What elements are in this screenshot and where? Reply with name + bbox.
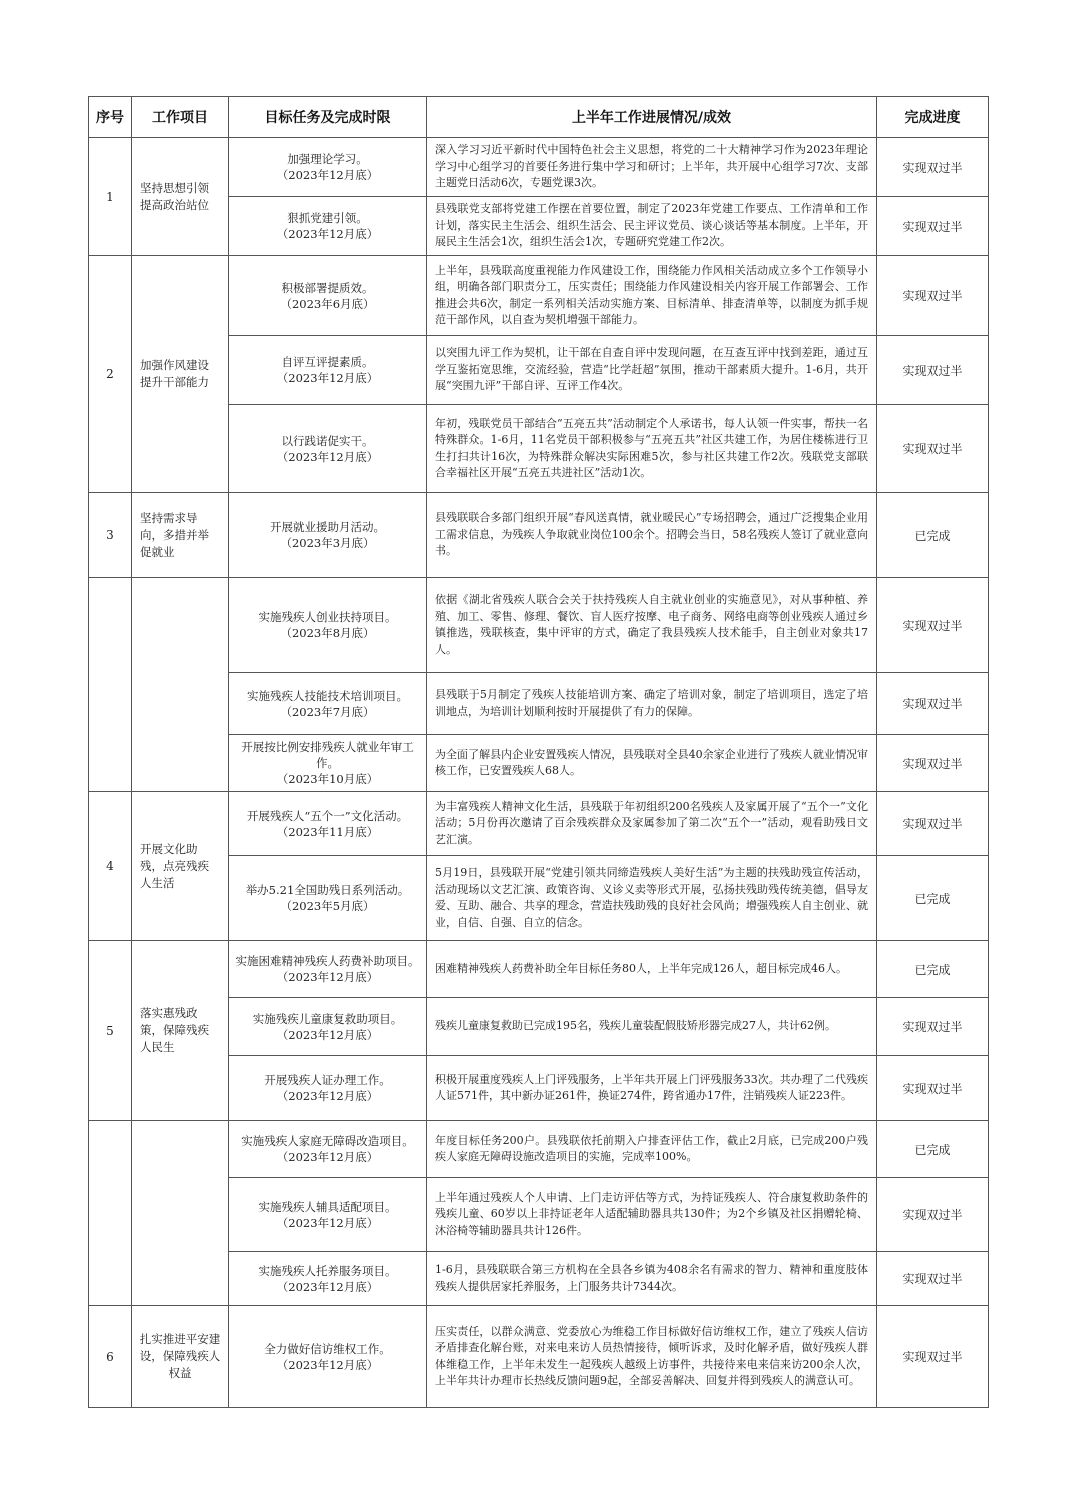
table-row: [89, 138, 989, 197]
target-cell: [229, 941, 427, 998]
target-cell: [229, 1121, 427, 1178]
progress-cell: 年度目标任务200户。县残联依托前期入户排查评估工作，截止2月底，已完成200户残疾人家庭无障碍设施改造项目的实施，完成率100%。: [427, 1121, 877, 1178]
table-row: [89, 493, 989, 578]
deadline-text: （2023年12月底）: [276, 1027, 379, 1042]
status-cell: 实现双过半: [877, 256, 989, 336]
target-text: 实施残疾人技能技术培训项目。: [247, 688, 408, 703]
target-cell: [229, 792, 427, 856]
target-cell: [229, 735, 427, 792]
deadline-text: （2023年12月底）: [276, 970, 379, 984]
progress-cell: 县残联于5月制定了残疾人技能培训方案、确定了培训对象，制定了培训项目，选定了培训地点，为培训计划顺利按时开展提供了有力的保障。: [427, 673, 877, 735]
target-cell: [229, 578, 427, 673]
progress-cell: 积极开展重度残疾人上门评残服务，上半年共开展上门评残服务33次。共办理了二代残疾人证571件，其中新办证261件，换证274件，跨省通办17件，注销残疾人证223件。: [427, 1056, 877, 1121]
item-cell: 坚持思想引领提高政治站位: [132, 138, 229, 256]
seq-cell: 5: [89, 941, 132, 1121]
deadline-text: （2023年12月底）: [276, 371, 379, 385]
item-cell: [132, 578, 229, 792]
deadline-text: （2023年5月底）: [280, 899, 375, 913]
status-cell: 已完成: [877, 856, 989, 941]
target-text: 开展按比例安排残疾人就业年审工作。: [241, 740, 414, 770]
item-cell: 落实惠残政策，保障残疾人民生: [132, 941, 229, 1121]
progress-cell: 以突围九评工作为契机，让干部在自查自评中发现问题，在互查互评中找到差距，通过互学互鉴拓宽思维，交流经验，营造“比学赶超”氛围，推动干部素质大提升。1-6月，共开展“突围九评”干部自评、互评工作4次。: [427, 336, 877, 405]
progress-cell: 县残联党支部将党建工作摆在首要位置，制定了2023年党建工作要点、工作清单和工作计划，落实民主生活会、组织生活会、民主评议党员、谈心谈话等基本制度。上半年，开展民主生活会1次，组织生活会1次，专题研究党建工作2次。: [427, 197, 877, 256]
status-cell: 已完成: [877, 941, 989, 998]
seq-cell: 2: [89, 256, 132, 493]
target-text: 举办5.21全国助残日系列活动。: [245, 883, 410, 897]
header-row: [89, 97, 989, 138]
table-row: [89, 941, 989, 998]
target-cell: [229, 336, 427, 405]
target-cell: [229, 138, 427, 197]
target-cell: [229, 1306, 427, 1408]
table-row: [89, 578, 989, 673]
target-cell: [229, 1178, 427, 1252]
target-cell: [229, 1056, 427, 1121]
target-text: 全力做好信访维权工作。: [264, 1341, 391, 1356]
deadline-text: （2023年3月底）: [280, 536, 375, 550]
header-status: 完成进度: [877, 97, 989, 138]
progress-cell: 困难精神残疾人药费补助全年目标任务80人，上半年完成126人，超目标完成46人。: [427, 941, 877, 998]
progress-cell: 压实责任，以群众满意、党委放心为维稳工作目标做好信访维权工作，建立了残疾人信访矛盾排查化解台账，对来电来访人员热情接待，倾听诉求，及时化解矛盾，做好残疾人群体维稳工作，上半年未发生一起残疾人越级上访事件，共接待来电来信来访200余人次，上半年共计办理市长热线反馈问题9起，全部妥善解决、回复并得到残疾人的满意认可。: [427, 1306, 877, 1408]
status-cell: 实现双过半: [877, 336, 989, 405]
target-cell: [229, 998, 427, 1056]
header-item: 工作项目: [132, 97, 229, 138]
target-text: 加强理论学习。: [287, 152, 368, 166]
status-cell: 实现双过半: [877, 673, 989, 735]
deadline-text: （2023年6月底）: [280, 296, 375, 311]
progress-cell: 上半年通过残疾人个人申请、上门走访评估等方式，为持证残疾人、符合康复救助条件的残疾儿童、60岁以上非持证老年人适配辅助器具共130件；为2个乡镇及社区捐赠轮椅、沐浴椅等辅助器具共计126件。: [427, 1178, 877, 1252]
header-seq: 序号: [89, 97, 132, 138]
progress-cell: 年初，残联党员干部结合“五亮五共”活动制定个人承诺书，每人认领一件实事，帮扶一名特殊群众。1-6月，11名党员干部积极参与“五亮五共”社区共建工作，为居住楼栋进行卫生打扫共计16次，为特殊群众解决实际困难5次，参与社区共建工作2次。残联党支部联合幸福社区开展“五亮五共进社区”活动1次。: [427, 405, 877, 493]
seq-cell: 1: [89, 138, 132, 256]
work-progress-table: [88, 96, 989, 1408]
status-cell: 实现双过半: [877, 1056, 989, 1121]
deadline-text: （2023年11月底）: [276, 824, 379, 839]
progress-cell: 依据《湖北省残疾人联合会关于扶持残疾人自主就业创业的实施意见》，对从事种植、养殖、加工、零售、修理、餐饮、盲人医疗按摩、电子商务、网络电商等创业残疾人通过乡镇推选，残联核查，集中评审的方式，确定了我县残疾人技术能手，自主创业对象共17人。: [427, 578, 877, 673]
target-cell: [229, 493, 427, 578]
status-cell: 实现双过半: [877, 578, 989, 673]
item-cell: 扎实推进平安建设，保障残疾人权益: [132, 1306, 229, 1408]
deadline-text: （2023年12月底）: [276, 1357, 379, 1372]
seq-cell: 4: [89, 792, 132, 941]
item-cell: 加强作风建设提升干部能力: [132, 256, 229, 493]
target-text: 实施残疾人托养服务项目。: [258, 1263, 397, 1278]
target-text: 狠抓党建引领。: [287, 211, 368, 225]
seq-cell: 3: [89, 493, 132, 578]
target-text: 开展就业援助月活动。: [270, 520, 385, 534]
header-target: 目标任务及完成时限: [229, 97, 427, 138]
target-cell: [229, 856, 427, 941]
progress-cell: 为全面了解县内企业安置残疾人情况，县残联对全县40余家企业进行了残疾人就业情况审核工作，已安置残疾人68人。: [427, 735, 877, 792]
deadline-text: （2023年12月底）: [276, 1150, 379, 1164]
progress-cell: 残疾儿童康复救助已完成195名，残疾儿童装配假肢矫形器完成27人，共计62例。: [427, 998, 877, 1056]
table-row: [89, 1306, 989, 1408]
status-cell: 实现双过半: [877, 197, 989, 256]
target-cell: [229, 256, 427, 336]
header-progress: 上半年工作进展情况/成效: [427, 97, 877, 138]
target-text: 实施困难精神残疾人药费补助项目。: [235, 954, 420, 968]
status-cell: 实现双过半: [877, 792, 989, 856]
progress-cell: 县残联联合多部门组织开展“春风送真情，就业暖民心”专场招聘会，通过广泛搜集企业用工需求信息，为残疾人争取就业岗位100余个。招聘会当日，58名残疾人签订了就业意向书。: [427, 493, 877, 578]
status-cell: 实现双过半: [877, 998, 989, 1056]
table-row: [89, 1121, 989, 1178]
progress-cell: 为丰富残疾人精神文化生活，县残联于年初组织200名残疾人及家属开展了“五个一”文化活动；5月份再次邀请了百余残疾群众及家属参加了第二次“五个一”活动，观看助残日文艺汇演。: [427, 792, 877, 856]
target-cell: [229, 1252, 427, 1306]
table-row: [89, 256, 989, 336]
deadline-text: （2023年7月底）: [280, 704, 375, 719]
deadline-text: （2023年12月底）: [276, 1279, 379, 1294]
status-cell: 已完成: [877, 493, 989, 578]
item-cell: [132, 1121, 229, 1306]
seq-cell: [89, 578, 132, 792]
deadline-text: （2023年10月底）: [276, 772, 379, 786]
target-text: 积极部署提质效。: [281, 280, 374, 295]
deadline-text: （2023年12月底）: [276, 227, 379, 241]
status-cell: 实现双过半: [877, 1306, 989, 1408]
deadline-text: （2023年12月底）: [276, 168, 379, 182]
item-cell: 开展文化助残，点亮残疾人生活: [132, 792, 229, 941]
target-text: 以行践诺促实干。: [281, 433, 374, 448]
status-cell: 实现双过半: [877, 1252, 989, 1306]
target-text: 实施残疾人创业扶持项目。: [258, 610, 397, 624]
target-text: 开展残疾人证办理工作。: [264, 1073, 391, 1087]
progress-cell: 5月19日，县残联开展“党建引领共同缔造残疾人美好生活”为主题的扶残助残宣传活动，活动现场以文艺汇演、政策咨询、义诊义卖等形式开展，弘扬扶残助残传统美德，倡导友爱、互助、融合、共享的理念，营造扶残助残的良好社会风尚；增强残疾人自主创业、就业，自信、自强、自立的信念。: [427, 856, 877, 941]
target-text: 实施残疾人家庭无障碍改造项目。: [241, 1134, 414, 1148]
target-cell: [229, 197, 427, 256]
seq-cell: 6: [89, 1306, 132, 1408]
status-cell: 实现双过半: [877, 735, 989, 792]
target-text: 自评互评提素质。: [281, 355, 374, 369]
target-text: 开展残疾人“五个一”文化活动。: [246, 808, 409, 823]
status-cell: 实现双过半: [877, 1178, 989, 1252]
status-cell: 已完成: [877, 1121, 989, 1178]
target-cell: [229, 405, 427, 493]
target-text: 实施残疾儿童康复救助项目。: [252, 1011, 403, 1026]
deadline-text: （2023年12月底）: [276, 1215, 379, 1230]
progress-cell: 1-6月，县残联联合第三方机构在全县各乡镇为408余名有需求的智力、精神和重度肢体残疾人提供居家托养服务，上门服务共计7344次。: [427, 1252, 877, 1306]
seq-cell: [89, 1121, 132, 1306]
target-cell: [229, 673, 427, 735]
target-text: 实施残疾人辅具适配项目。: [258, 1199, 397, 1214]
deadline-text: （2023年12月底）: [276, 1089, 379, 1103]
table-row: [89, 792, 989, 856]
status-cell: 实现双过半: [877, 138, 989, 197]
progress-cell: 上半年，县残联高度重视能力作风建设工作，围绕能力作风相关活动成立多个工作领导小组，明确各部门职责分工，压实责任；围绕能力作风建设相关内容开展工作部署会、工作推进会共6次，制定一系列相关活动实施方案、目标清单、排查清单等，以制度为抓手规范干部作风，以自查为契机增强干部能力。: [427, 256, 877, 336]
deadline-text: （2023年8月底）: [280, 626, 375, 640]
item-cell: 坚持需求导向，多措并举促就业: [132, 493, 229, 578]
progress-cell: 深入学习习近平新时代中国特色社会主义思想，将党的二十大精神学习作为2023年理论学习中心组学习的首要任务进行集中学习和研讨；上半年，共开展中心组学习7次、支部主题党日活动6次，专题党课3次。: [427, 138, 877, 197]
deadline-text: （2023年12月底）: [276, 449, 379, 464]
status-cell: 实现双过半: [877, 405, 989, 493]
